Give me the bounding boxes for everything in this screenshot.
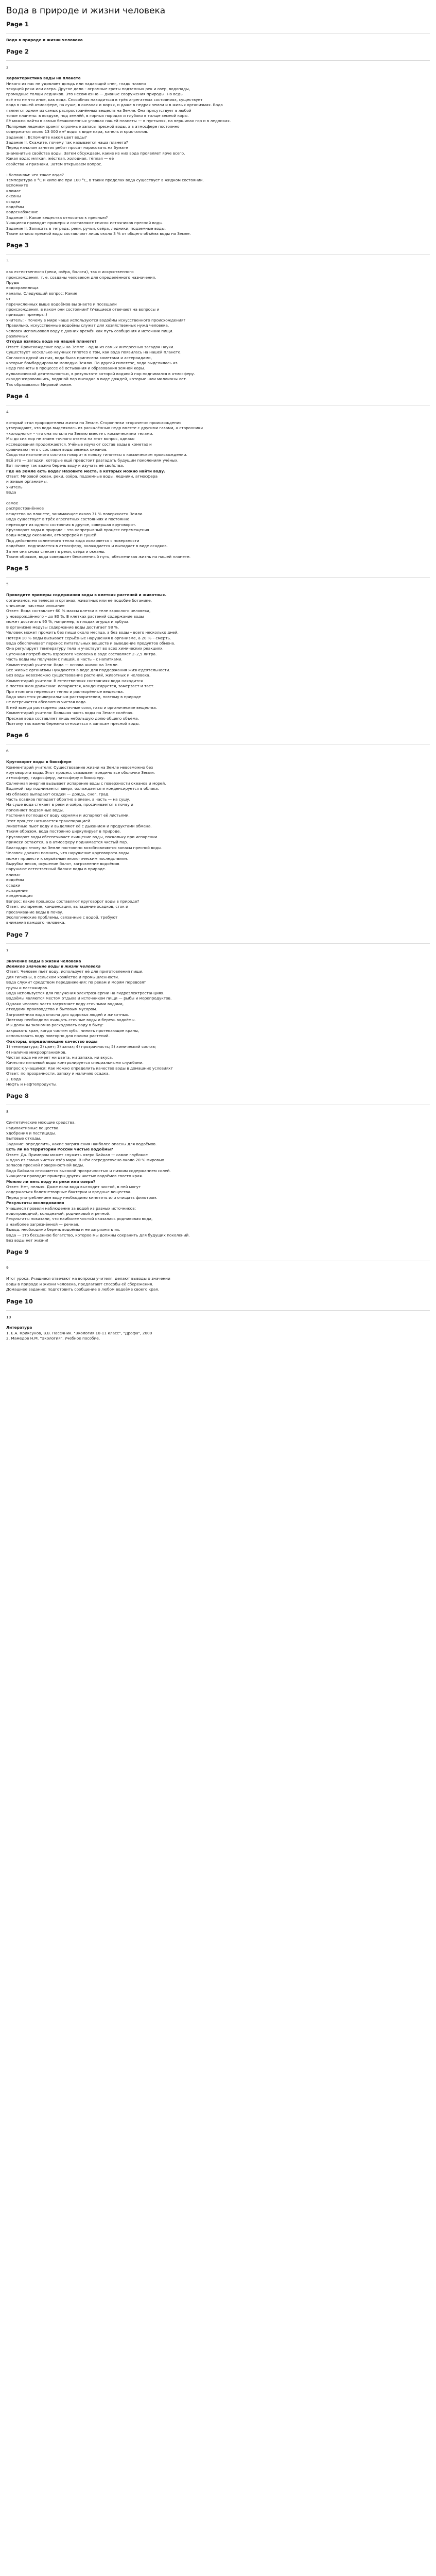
text-line: а наиболее загрязнённой — речная. — [6, 1222, 79, 1227]
text-line: внимания каждого человека. — [6, 920, 65, 925]
text-line: у новорождённого – до 80 %. В клетках растений содержание воды — [6, 614, 144, 619]
text-line: Загрязнённая вода опасна для здоровья людей и животных. — [6, 1012, 129, 1017]
text-line: Водяной пар поднимается вверх, охлаждается и конденсируется в облака. — [6, 786, 159, 791]
text-line: Круговорот воды обеспечивает очищение воды, поскольку при испарении — [6, 834, 158, 839]
text-line: Радиоактивные вещества. — [6, 1125, 60, 1130]
text-line: Температура 0 °C и кипение при 100 °C, в таких пределах вода существует в жидком состоянии. — [6, 177, 204, 182]
text-line: Факторы, определяющие качество воды — [6, 1039, 98, 1044]
text-line: происхождения, в каком они состоянии? (Учащиеся отвечают на вопросы и — [6, 307, 160, 312]
text-line: Растения поглощают воду корнями и испаряют её листьями. — [6, 813, 130, 818]
text-line: Значение воды в жизни человека — [6, 958, 81, 963]
text-line: нарушают естественный баланс воды в природе. — [6, 867, 106, 872]
text-line: Без воды невозможно существование растений, животных и человека. — [6, 673, 151, 678]
text-line: может привести к серьёзным экологическим последствиям. — [6, 856, 129, 861]
text-line: Учитель — [6, 484, 23, 489]
text-line: 8 — [6, 1109, 9, 1114]
text-line: океаны — [6, 194, 21, 199]
text-line: 2. Мамедов Н.М. "Экология". Учебное пособие. — [6, 1336, 100, 1341]
text-line — [6, 71, 430, 76]
text-line: Ответ: Человек пьёт воду, использует её для приготовления пищи, — [6, 969, 144, 974]
text-line: Учащиеся приводят примеры и составляют список источников пресной воды. — [6, 221, 164, 226]
text-line: Вспомните — [6, 183, 28, 188]
text-line: 9 — [6, 1265, 9, 1270]
text-line: описании, частных описание — [6, 603, 65, 608]
text-line: круговорота воды. Этот процесс связывает воедино все оболочки Земли: — [6, 770, 155, 775]
text-line — [6, 1320, 430, 1325]
text-line: климат — [6, 188, 21, 193]
text-line: Комментарий учителя: Существование жизни на Земле невозможно без — [6, 765, 153, 770]
page-block — [6, 393, 430, 560]
text-line: Животные пьют воду и выделяют её с дыханием и продуктами обмена. — [6, 824, 152, 829]
text-line: свойства и признаки. Затем открываем вопрос. — [6, 161, 102, 166]
page-block — [6, 1298, 430, 1342]
text-line: просачивание воды в почву. — [6, 909, 63, 914]
pages-container — [6, 21, 430, 1342]
text-line: Задание II. Какие вещества относятся к пресным? — [6, 215, 108, 220]
page-heading: Page 4 — [6, 393, 29, 400]
text-line: Водоёмы являются местом отдыха и источником пищи — рыбы и морепродуктов. — [6, 996, 172, 1001]
text-line — [6, 1115, 430, 1120]
text-line: которые бомбардировали молодую Землю. По другой гипотезе, вода выделилась из — [6, 361, 178, 366]
text-line: Однако человек часто загрязняет воду сточными водами, — [6, 1001, 124, 1006]
text-line: Всё это — загадки, которые ещё предстоит разгадать будущим поколениям учёных. — [6, 457, 179, 463]
page-heading: Page 3 — [6, 242, 29, 249]
text-line: Суточная потребность взрослого человека в воде составляет 2–2,5 литра. — [6, 651, 157, 656]
text-line: Круговорот воды в биосфере — [6, 759, 72, 765]
text-line: Задание: определить, какие загрязнения наиболее опасны для водоёмов. — [6, 1141, 157, 1146]
page-heading: Page 1 — [6, 21, 29, 28]
page-block — [6, 931, 430, 1088]
text-line: Ответ: по прозрачности, запаху и наличию осадка. — [6, 1071, 110, 1076]
text-line: Поэтому необходимо очищать сточные воды и беречь водоёмы. — [6, 1018, 136, 1023]
text-line: Полярные ледники хранят огромные запасы пресной воды, а в атмосфере постоянно — [6, 124, 180, 129]
text-line: 2. Вода — [6, 1076, 21, 1081]
text-line: Учащиеся приводят примеры других чистых водоёмов своего края. — [6, 1174, 143, 1179]
text-line: Потеря 10 % воды вызывает серьёзные нарушения в организме, а 20 % – смерть. — [6, 635, 171, 640]
text-line: водоёмы — [6, 877, 24, 883]
text-line: Таким образом, вода совершает бесконечный путь, обеспечивая жизнь на нашей планете. — [6, 554, 191, 560]
text-line: Правильно, искусственные водоёмы служат для хозяйственных нужд человека. — [6, 323, 169, 328]
text-line: который стал прародителем жизни на Земле. Сторонники «горячего» происхождения — [6, 420, 182, 425]
text-line: различных — [6, 334, 28, 339]
text-line: Ответ: испарение, конденсация, выпадение осадков, сток и — [6, 904, 128, 909]
text-line: Комментарий учителя: В естественных состояниях вода находится — [6, 678, 143, 683]
text-line: Задание II. Записать в тетрадь: реки, ручьи, озёра, ледники, подземные воды. — [6, 226, 166, 231]
text-line: водоснабжение — [6, 210, 38, 215]
text-line — [6, 953, 430, 958]
text-line: Круговорот воды в природе – это непрерывный процесс перемещения — [6, 528, 149, 533]
text-line: 2 — [6, 65, 9, 70]
text-line: водоёмов, поднимается в атмосферу, охлаждается и выпадает в виде осадков. — [6, 544, 168, 549]
text-line: для гигиены, в сельском хозяйстве и промышленности. — [6, 974, 119, 979]
text-line: в постоянном движении: испаряется, конденсируется, замерзает и тает. — [6, 684, 155, 689]
text-line: Перед употреблением воду необходимо кипятить или очищать фильтром. — [6, 1195, 158, 1200]
text-line: Вода Байкала отличается высокой прозрачностью и низким содержанием солей. — [6, 1168, 171, 1173]
text-line: Никого из нас не удивляет дождь или падающий снег, гладь плавно — [6, 81, 146, 86]
page-heading: Page 5 — [6, 565, 29, 572]
text-line: Вот почему так важно беречь воду и изучать её свойства. — [6, 463, 124, 468]
text-line: Итог урока. Учащиеся отвечают на вопросы учителя, делают выводы о значении — [6, 1276, 170, 1281]
text-line: 7 — [6, 947, 9, 953]
text-line: как естественного (реки, озёра, болота), так и искусственного — [6, 269, 134, 275]
text-line: Часть воды мы получаем с пищей, а часть – с напитками. — [6, 657, 123, 662]
text-line: закрывать кран, когда чистим зубы, чинить протекающие краны, — [6, 1028, 139, 1033]
text-line: не встречается абсолютно чистая вода. — [6, 700, 87, 705]
text-line: 10 — [6, 1314, 11, 1319]
text-line: Комментарий учителя: Вода — основа жизни на Земле. — [6, 662, 119, 667]
text-line: и одно из самых чистых озёр мира. В нём сосредоточено около 20 % мировых — [6, 1157, 164, 1162]
text-line: Она регулирует температуру тела и участвует во всех химических реакциях. — [6, 646, 164, 651]
text-line: водопроводной, колодезной, родниковой и речной. — [6, 1211, 111, 1216]
text-line: - Вспомним: что такое вода? — [6, 172, 64, 177]
text-line: Её можно найти в самых безжизненных уголках нашей планеты — в пустынях, на вершинах гор и в ледниках. — [6, 118, 231, 124]
text-line: сравнивают его с составом воды земных океанов. — [6, 447, 108, 452]
text-line: каналы. Следующий вопрос: Какие — [6, 291, 78, 296]
text-line: распространённое — [6, 506, 44, 511]
text-line — [6, 167, 430, 172]
text-line: воды в природе и жизни человека, предлагают способы её сбережения. — [6, 1281, 153, 1286]
page-divider — [6, 60, 430, 61]
text-line: запасов пресной поверхностной воды. — [6, 1163, 84, 1168]
text-line: Чистая вода не имеет ни цвета, ни запаха, ни вкуса. — [6, 1055, 113, 1060]
page-heading: Page 8 — [6, 1092, 29, 1100]
text-line: Качество питьевой воды контролируется специальными службами. — [6, 1060, 144, 1065]
text-line: Где на Земле есть вода? Назовите места, в которых можно найти воду. — [6, 468, 165, 473]
text-line: 1) температура; 2) цвет; 3) запах; 4) прозрачность; 5) химический состав; — [6, 1044, 156, 1049]
text-line — [6, 264, 430, 269]
text-line — [6, 415, 430, 420]
page-block — [6, 48, 430, 236]
text-line: При этом она переносит тепло и растворённые вещества. — [6, 689, 124, 694]
text-line: Этот процесс называется транспирацией. — [6, 818, 92, 823]
page-block — [6, 565, 430, 726]
text-line: является одним из самых распространённых веществ на Земле. Она присутствует в любой — [6, 108, 191, 113]
text-line: Существует несколько научных гипотез о том, как вода появилась на нашей планете. — [6, 350, 182, 355]
text-line: Вопрос к учащимся: Как можно определить качество воды в домашних условиях? — [6, 1065, 173, 1071]
text-line: 3 — [6, 259, 9, 264]
text-line: На суше вода стекает в реки и озёра, просачивается в почву и — [6, 802, 133, 807]
page-heading: Page 6 — [6, 732, 29, 739]
text-line: 4 — [6, 410, 9, 415]
text-line: утверждают, что вода выделялась из раскалённых недр вместе с другими газами, а сторонники — [6, 426, 203, 431]
text-line: Вода служит средством передвижения: по рекам и морям перевозят — [6, 980, 146, 985]
page-block — [6, 1092, 430, 1243]
text-line: пополняет подземные воды. — [6, 807, 64, 812]
text-line: Человек должен помнить, что нарушение круговорота воды — [6, 851, 129, 856]
text-line: 1. Е.А. Криксунов, В.В. Пасечник. "Экология 10-11 класс", "Дрофа", 2000 — [6, 1330, 152, 1335]
text-line: Литература — [6, 1325, 32, 1330]
text-line: «холодного» – что она попала на Землю вместе с космическими телами. — [6, 431, 153, 436]
text-line: Человек может прожить без пищи около месяца, а без воды – всего несколько дней. — [6, 630, 179, 635]
text-line: Задание II. Скажите, почему так называется наша планета? — [6, 140, 128, 145]
text-line: Без воды нет жизни! — [6, 1238, 49, 1243]
text-line: водоёмы — [6, 204, 24, 209]
text-line: Синтетические моющие средства. — [6, 1120, 76, 1125]
text-line: Вода — это бесценное богатство, которое мы должны сохранить для будущих поколений. — [6, 1232, 190, 1238]
text-line: Задание I. Вспомните какой цвет воды? — [6, 134, 87, 140]
document-title: Вода в природе и жизни человека — [6, 6, 166, 16]
text-line: Откуда взялась вода на нашей планете? — [6, 339, 97, 344]
text-line: Солнечная энергия вызывает испарение воды с поверхности океанов и морей. — [6, 781, 166, 786]
text-line: Учитель: - Почему в мире чаще используются водоёмы искусственного происхождения? — [6, 317, 186, 323]
text-line: атмосферу, гидросферу, литосферу и биосферу. — [6, 775, 105, 781]
text-line: содержаться болезнетворные бактерии и вредные вещества. — [6, 1190, 132, 1195]
text-line: переходит из одного состояния в другое, совершая круговорот. — [6, 522, 136, 527]
text-line: Ответ: Мировой океан, реки, озёра, подземные воды, ледники, атмосфера — [6, 473, 158, 479]
text-line: Вода является универсальным растворителем, поэтому в природе — [6, 694, 141, 699]
text-line: 5 — [6, 582, 9, 587]
text-line: Учащиеся провели наблюдение за водой из разных источников: — [6, 1206, 136, 1211]
text-line: содержится около 13 000 км³ воды в виде пара, капель и кристаллов. — [6, 129, 149, 134]
text-line: Ответ: Вода составляет 60 % массы клетки в теле взрослого человека, — [6, 608, 151, 614]
page-block — [6, 1248, 430, 1292]
text-line: Вопрос: какие процессы составляют круговорот воды в природе? — [6, 899, 139, 904]
text-line: перечисленных выше водоёмов вы знаете и посещали — [6, 301, 117, 307]
text-line: сконденсировавшись, водяной пар выпадал в виде дождей, которые шли миллионы лет. — [6, 377, 187, 382]
text-line: громадные толщи ледников. Это несомненно — дивные сооружения природы. Но ведь — [6, 92, 183, 97]
text-line: грузы и пассажиров. — [6, 985, 48, 990]
text-line: Экологические проблемы, связанные с водой, требуют — [6, 914, 118, 920]
text-line: вода в нашей атмосфере, на суше, в океанах и морях, и даже в недрах земли и в живых организмах. Вода — [6, 103, 223, 108]
text-line: Мы должны экономно расходовать воду в быту: — [6, 1023, 103, 1028]
text-line: Пресная вода составляет лишь небольшую долю общего объёма. — [6, 716, 139, 721]
page-divider — [6, 254, 430, 255]
text-line: Мы до сих пор не знаем точного ответа на этот вопрос, однако — [6, 436, 135, 442]
page-heading: Page 9 — [6, 1248, 29, 1256]
text-line — [6, 496, 430, 501]
text-line: Сходство изотопного состава говорит в пользу гипотезы о космическом происхождении. — [6, 452, 187, 457]
text-line: вулканической деятельностью, в результате которой водяной пар поднимался в атмосферу. — [6, 371, 195, 376]
page-divider — [6, 1310, 430, 1311]
text-line: Результаты показали, что наиболее чистой оказалась родниковая вода, — [6, 1216, 153, 1222]
text-line: климат — [6, 872, 21, 877]
text-line: Ответ: Происхождение воды на Земле – одна из самых интересных загадок науки. — [6, 344, 175, 349]
text-line: В организме медузы содержание воды достигает 98 %. — [6, 624, 119, 630]
text-line: Домашнее задание: подготовить сообщение о любом водоёме своего края. — [6, 1287, 160, 1292]
text-line: Характеристика воды на планете — [6, 76, 81, 81]
text-line — [6, 754, 430, 759]
text-line: Вода существует в трёх агрегатных состояниях и постоянно — [6, 517, 130, 522]
text-line: осадки — [6, 199, 21, 204]
text-line: отходами производства и бытовым мусором. — [6, 1007, 97, 1012]
text-line: использовать воду повторно для полива растений. — [6, 1033, 110, 1039]
text-line: Удобрения и пестициды. — [6, 1130, 57, 1136]
text-line: приводят примеры.) — [6, 312, 47, 317]
text-line: недр планеты в процессе её остывания и образования земной коры. — [6, 366, 145, 371]
text-line: Вырубка лесов, осушение болот, загрязнение водоёмов — [6, 861, 119, 866]
text-line: испарение — [6, 888, 28, 893]
page-divider — [6, 943, 430, 944]
text-line: Поэтому так важно бережно относиться к запасам пресной воды. — [6, 721, 140, 726]
text-line: конденсация — [6, 893, 33, 899]
text-line: может достигать 95 %, например, в плодах огурца и арбуза. — [6, 619, 130, 624]
text-line: Благодаря этому на Земле постоянно возобновляются запасы пресной воды. — [6, 845, 163, 850]
text-line: 6 — [6, 749, 9, 754]
text-line — [6, 587, 430, 592]
text-line: исследования продолжаются. Учёные изучают состав воды в кометах и — [6, 442, 152, 447]
text-line: воды между океанами, атмосферой и сушей. — [6, 533, 98, 538]
page-heading: Page 2 — [6, 48, 29, 56]
page-block — [6, 21, 430, 43]
text-line: Можно ли пить воду из реки или озера? — [6, 1179, 96, 1184]
text-line: Таким образом, вода постоянно циркулирует в природе. — [6, 829, 121, 834]
text-line: Вывод: необходимо беречь водоёмы и не загрязнять их. — [6, 1227, 120, 1232]
text-line: Нефть и нефтепродукты. — [6, 1081, 58, 1087]
text-line: всё это не что иное, как вода. Способная находиться в трёх агрегатных состояниях, существует — [6, 97, 203, 102]
text-line: Из облаков выпадают осадки — дождь, снег, град. — [6, 791, 110, 796]
text-line: Ответ: Да. Примером может служить озеро Байкал — самое глубокое — [6, 1152, 148, 1157]
text-line: самое — [6, 500, 19, 505]
text-line: от — [6, 296, 11, 301]
text-line: человек использовал воду с давних времён как путь сообщения и источник пищи. — [6, 328, 173, 333]
text-line: Под действием солнечного тепла вода испаряется с поверхности — [6, 538, 139, 543]
page-block — [6, 242, 430, 387]
text-line: Согласно одной из них, вода была принесена кометами и астероидами, — [6, 355, 152, 360]
text-line: Вода — [6, 490, 16, 495]
text-line: Вода используется для получения электроэнергии на гидроэлектростанциях. — [6, 991, 165, 996]
text-line: Вода обеспечивает перенос питательных веществ и выведение продуктов обмена. — [6, 640, 176, 646]
text-line: примеси остаются, а в атмосферу поднимается чистый пар. — [6, 840, 128, 845]
text-line: Комментарий учителя: Большая часть воды на Земле солёная. — [6, 710, 134, 716]
text-line: знаменитые свойства воды. Затем обсуждаем, какие из них вода проявляет ярче всего. — [6, 150, 185, 156]
text-line: Результаты исследования — [6, 1200, 64, 1206]
text-line: В ней всегда растворены различные соли, газы и органические вещества. — [6, 705, 158, 710]
text-line: текущей реки или озера. Другое дело – огромные гроты подземных рек и озер, водопады, — [6, 87, 190, 92]
text-line: Все живые организмы нуждаются в воде для поддержания жизнедеятельности. — [6, 667, 170, 672]
text-line: Перед началом занятия ребят просят нарисовать на бумаге — [6, 145, 128, 150]
text-line: вещество на планете, занимающее около 71 % поверхности Земли. — [6, 511, 144, 516]
text-line: Бытовые отходы. — [6, 1136, 41, 1141]
text-line — [6, 1271, 430, 1276]
text-line: 6) наличие микроорганизмов. — [6, 1049, 66, 1055]
page-heading: Page 10 — [6, 1297, 33, 1305]
page-block — [6, 732, 430, 925]
text-line: организмов, на телесах и органах, животных или её подобие ботанике, — [6, 598, 152, 603]
text-line: Великое значение воды в жизни человека — [6, 964, 101, 969]
text-line: Есть ли на территории России чистые водоёмы? — [6, 1147, 113, 1152]
text-line: Какая вода: мягкая, жёсткая, холодная, тёплая — её — [6, 156, 114, 161]
text-line: происхождения, т. е. созданы человеком для определённого назначения. — [6, 275, 156, 280]
text-line: Такие запасы пресной воды составляют лишь около 3 % от общего объёма воды на Земле. — [6, 231, 191, 236]
text-line: Вода в природе и жизни человека — [6, 38, 83, 42]
text-line: точке планеты: в воздухе, под землёй, в горных породах и глубоко в толще земной коры. — [6, 113, 189, 118]
page-heading: Page 7 — [6, 930, 29, 938]
text-line: Ответ: Нет, нельзя. Даже если вода выглядит чистой, в ней могут — [6, 1184, 141, 1190]
text-line: водохранилища — [6, 285, 39, 291]
page-divider — [6, 577, 430, 578]
text-line: Часть осадков попадает обратно в океан, а часть — на сушу. — [6, 797, 130, 802]
text-line: Пруды — [6, 280, 20, 285]
text-line: Так образовался Мировой океан. — [6, 382, 73, 387]
text-line: осадки — [6, 883, 21, 888]
text-line: Затем она снова стекает в реки, озёра и океаны. — [6, 549, 106, 554]
text-line: Приведите примеры содержания воды в клетках растений и животных. — [6, 592, 167, 598]
text-line: и живые организмы. — [6, 479, 48, 484]
